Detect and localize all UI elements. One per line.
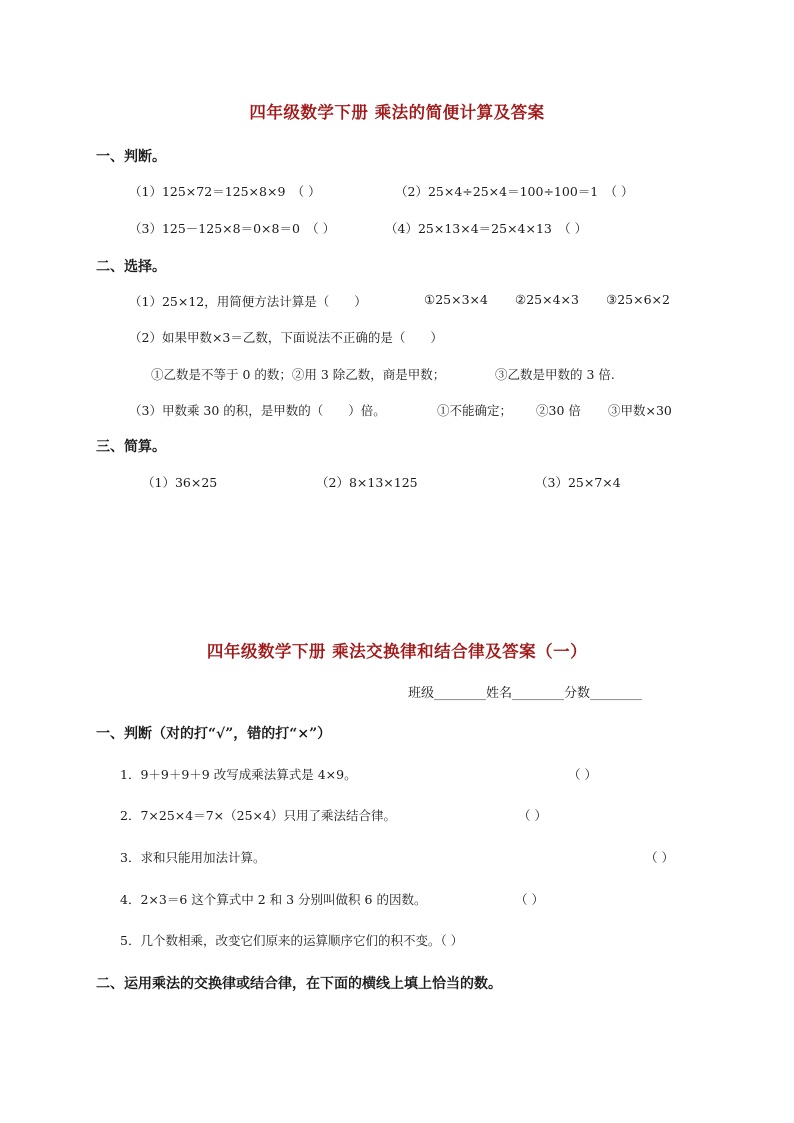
part2-section1-heading: 一、判断（对的打“√”，错的打“×”） <box>96 726 332 742</box>
part2-section2-heading: 二、运用乘法的交换律或结合律，在下面的横线上填上恰当的数。 <box>96 976 502 992</box>
choice-q3-option-3: ③甲数×30 <box>608 403 672 418</box>
judge-item-1: （1）125×72＝125×8×9 （ ） <box>129 184 321 199</box>
choice-q2-options-b: ③乙数是甲数的 3 倍. <box>495 367 615 382</box>
choice-q1-option-1: ①25×3×4 <box>424 292 488 307</box>
judge-item-4: （4）25×13×4＝25×4×13 （ ） <box>385 221 588 236</box>
part1-section2-heading: 二、选择。 <box>96 259 166 275</box>
tf-item-2-bracket: （ ） <box>518 808 547 823</box>
judge-item-3: （3）125－125×8＝0×8＝0 （ ） <box>129 221 336 236</box>
part1-section3-heading: 三、简算。 <box>96 439 166 455</box>
tf-item-4: 4．2×3＝6 这个算式中 2 和 3 分别叫做积 6 的因数。 <box>120 892 427 907</box>
tf-item-3: 3．求和只能用加法计算。 <box>120 850 266 865</box>
tf-item-1: 1．9＋9＋9＋9 改写成乘法算式是 4×9。 <box>120 767 357 782</box>
choice-q1-option-3: ③25×6×2 <box>606 292 670 307</box>
class-name-score-line: 班级________姓名________分数________ <box>408 686 643 701</box>
tf-item-3-bracket: （ ） <box>645 850 674 865</box>
part1-title: 四年级数学下册 乘法的简便计算及答案 <box>249 103 545 122</box>
choice-q3: （3）甲数乘 30 的积，是甲数的（ ）倍。 <box>129 403 386 418</box>
choice-q2: （2）如果甲数×3＝乙数，下面说法不正确的是（ ） <box>129 330 443 345</box>
calc-item-1: （1）36×25 <box>142 475 218 490</box>
calc-item-3: （3）25×7×4 <box>535 475 621 490</box>
calc-item-2: （2）8×13×125 <box>316 475 418 490</box>
part2-title: 四年级数学下册 乘法交换律和结合律及答案（一） <box>206 642 588 661</box>
tf-item-1-bracket: （ ） <box>568 767 597 782</box>
choice-q2-options-a: ①乙数是不等于 0 的数；②用 3 除乙数，商是甲数； <box>151 367 446 382</box>
choice-q1: （1）25×12，用简便方法计算是（ ） <box>129 294 367 309</box>
choice-q1-option-2: ②25×4×3 <box>515 292 579 307</box>
choice-q3-option-2: ②30 倍 <box>536 403 581 418</box>
part1-section1-heading: 一、判断。 <box>96 149 166 165</box>
tf-item-4-bracket: （ ） <box>515 892 544 907</box>
tf-item-5: 5．几个数相乘，改变它们原来的运算顺序它们的积不变。（ ） <box>120 933 464 948</box>
choice-q3-option-1: ①不能确定； <box>437 403 513 418</box>
tf-item-2: 2．7×25×4＝7×（25×4）只用了乘法结合律。 <box>120 808 396 823</box>
judge-item-2: （2）25×4÷25×4＝100÷100＝1 （ ） <box>395 184 634 199</box>
